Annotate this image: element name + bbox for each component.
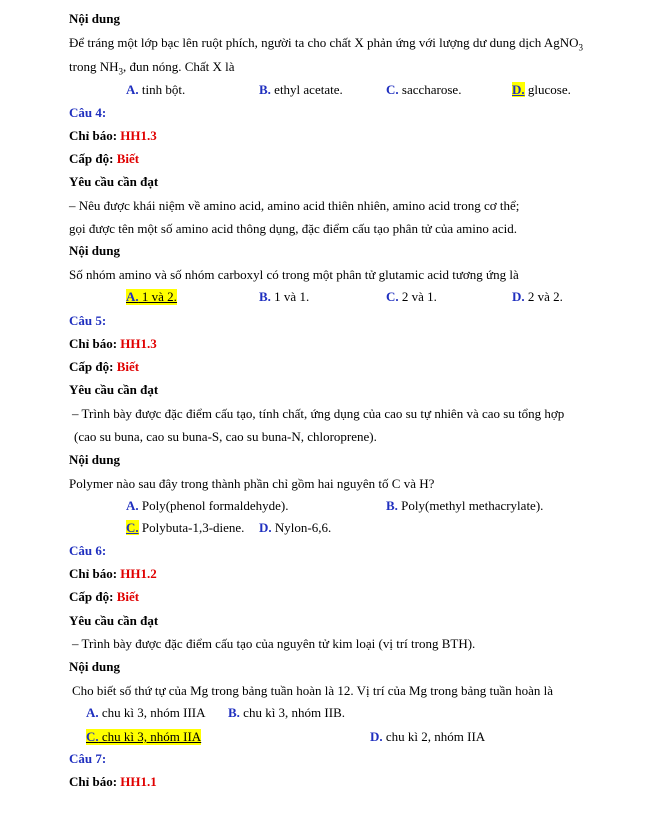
indicator-label: Chỉ báo: bbox=[69, 774, 121, 789]
indicator-value: HH1.3 bbox=[120, 128, 157, 143]
q3-option-d-answer[interactable] bbox=[512, 82, 571, 98]
q5-level bbox=[69, 359, 139, 375]
option-letter: C. bbox=[86, 729, 99, 744]
option-text: 1 và 1. bbox=[270, 289, 310, 304]
q5-title: Câu 5: bbox=[69, 313, 107, 328]
option-text: Poly(methyl methacrylate). bbox=[397, 498, 544, 513]
q3-option-a[interactable] bbox=[126, 82, 185, 98]
option-letter: D. bbox=[259, 520, 272, 535]
indicator-label: Chỉ báo: bbox=[69, 128, 121, 143]
q6-level bbox=[69, 589, 139, 605]
level-value: Biết bbox=[116, 151, 140, 166]
option-text: 2 và 2. bbox=[524, 289, 563, 304]
q6-option-d[interactable] bbox=[370, 729, 485, 745]
option-letter: A. bbox=[126, 289, 139, 304]
option-text: chu kì 3, nhóm IIIA bbox=[98, 705, 206, 720]
q5-indicator bbox=[69, 336, 157, 352]
level-value: Biết bbox=[116, 589, 140, 604]
option-text: tinh bột. bbox=[138, 82, 186, 97]
q5-requirement-heading: Yêu cầu cần đạt bbox=[69, 382, 159, 397]
q3-option-b[interactable] bbox=[259, 82, 343, 98]
q4-requirement-line-1: – Nêu được khái niệm về amino acid, amino acid thiên nhiên, amino acid trong cơ thể; bbox=[69, 198, 520, 213]
q4-option-d[interactable] bbox=[512, 289, 563, 305]
q6-content-heading: Nội dung bbox=[69, 659, 120, 674]
q3-content-heading: Nội dung bbox=[69, 11, 120, 26]
q3-stem-text-2b: , đun nóng. Chất X là bbox=[122, 59, 235, 74]
indicator-label: Chỉ báo: bbox=[69, 336, 121, 351]
q4-indicator bbox=[69, 128, 157, 144]
q5-stem: Polymer nào sau đây trong thành phần chỉ gồm hai nguyên tố C và H? bbox=[69, 476, 435, 491]
q6-requirement-heading: Yêu cầu cần đạt bbox=[69, 613, 159, 628]
q3-stem-text-1: Để tráng một lớp bạc lên ruột phích, người ta cho chất X phản ứng với lượng dư dung dịch AgNO bbox=[69, 35, 579, 50]
option-text: glucose. bbox=[524, 82, 571, 97]
q6-option-a[interactable] bbox=[86, 705, 206, 721]
q6-indicator bbox=[69, 566, 157, 582]
option-letter-highlighted: C. bbox=[126, 520, 139, 535]
option-text: chu kì 3, nhóm IIB. bbox=[239, 705, 345, 720]
option-text: saccharose. bbox=[398, 82, 462, 97]
q3-stem-subscript-2: 3 bbox=[118, 66, 123, 77]
level-value: Biết bbox=[116, 359, 140, 374]
q4-option-a-answer[interactable] bbox=[126, 289, 177, 305]
option-letter: A. bbox=[86, 705, 99, 720]
option-text: chu kì 2, nhóm IIA bbox=[382, 729, 486, 744]
q6-requirement-line-1: – Trình bày được đặc điểm cấu tạo của nguyên tử kim loại (vị trí trong BTH). bbox=[72, 636, 476, 651]
q6-option-b[interactable] bbox=[228, 705, 345, 721]
q4-title: Câu 4: bbox=[69, 105, 107, 120]
q4-option-b[interactable] bbox=[259, 289, 309, 305]
q4-content-heading: Nội dung bbox=[69, 243, 120, 258]
option-letter: B. bbox=[228, 705, 240, 720]
q3-stem-line-1 bbox=[69, 35, 583, 56]
q3-stem-line-2 bbox=[69, 59, 235, 80]
q4-level bbox=[69, 151, 139, 167]
q6-option-c-answer[interactable] bbox=[86, 729, 201, 745]
q6-title: Câu 6: bbox=[69, 543, 107, 558]
option-letter: D. bbox=[370, 729, 383, 744]
indicator-value: HH1.2 bbox=[120, 566, 157, 581]
q5-content-heading: Nội dung bbox=[69, 452, 120, 467]
q5-option-c-answer[interactable] bbox=[126, 520, 244, 536]
q4-option-c[interactable] bbox=[386, 289, 437, 305]
option-letter: A. bbox=[126, 82, 139, 97]
indicator-label: Chỉ báo: bbox=[69, 566, 121, 581]
option-letter: B. bbox=[259, 82, 271, 97]
q4-requirement-heading: Yêu cầu cần đạt bbox=[69, 174, 159, 189]
option-text: Polybuta-1,3-diene. bbox=[138, 520, 245, 535]
option-letter: C. bbox=[386, 289, 399, 304]
q5-requirement-line-2: (cao su buna, cao su buna-S, cao su buna-N, chloroprene). bbox=[74, 429, 377, 444]
option-text: ethyl acetate. bbox=[270, 82, 343, 97]
option-letter: B. bbox=[259, 289, 271, 304]
option-text: 1 và 2. bbox=[138, 289, 177, 304]
q5-option-d[interactable] bbox=[259, 520, 331, 536]
q6-stem: Cho biết số thứ tự của Mg trong bảng tuần hoàn là 12. Vị trí của Mg trong bảng tuần hoàn là bbox=[72, 683, 554, 698]
q3-stem-subscript-1: 3 bbox=[578, 42, 584, 53]
option-letter: D. bbox=[512, 289, 525, 304]
level-label: Cấp độ: bbox=[69, 589, 117, 604]
option-text: Poly(phenol formaldehyde). bbox=[138, 498, 289, 513]
option-letter: A. bbox=[126, 498, 139, 513]
q5-requirement-line-1: – Trình bày được đặc điểm cấu tạo, tính chất, ứng dụng của cao su tự nhiên và cao su tổng hợp bbox=[72, 406, 565, 421]
q4-requirement-line-2: gọi được tên một số amino acid thông dụng, đặc điểm cấu tạo phân tử của amino acid. bbox=[69, 221, 518, 236]
q4-stem: Số nhóm amino và số nhóm carboxyl có trong một phân tử glutamic acid tương ứng là bbox=[69, 267, 519, 282]
q5-option-a[interactable] bbox=[126, 498, 288, 514]
q3-option-c[interactable] bbox=[386, 82, 461, 98]
option-letter: B. bbox=[386, 498, 398, 513]
q3-stem-text-2a: trong NH bbox=[69, 59, 119, 74]
option-text: 2 và 1. bbox=[398, 289, 437, 304]
q5-option-b[interactable] bbox=[386, 498, 543, 514]
q7-title: Câu 7: bbox=[69, 751, 107, 766]
level-label: Cấp độ: bbox=[69, 151, 117, 166]
level-label: Cấp độ: bbox=[69, 359, 117, 374]
option-letter-highlighted: D. bbox=[512, 82, 525, 97]
indicator-value: HH1.3 bbox=[120, 336, 157, 351]
indicator-value: HH1.1 bbox=[120, 774, 157, 789]
option-text: Nylon-6,6. bbox=[271, 520, 332, 535]
option-text: chu kì 3, nhóm IIA bbox=[98, 729, 202, 744]
q7-indicator bbox=[69, 774, 157, 790]
option-letter: C. bbox=[386, 82, 399, 97]
